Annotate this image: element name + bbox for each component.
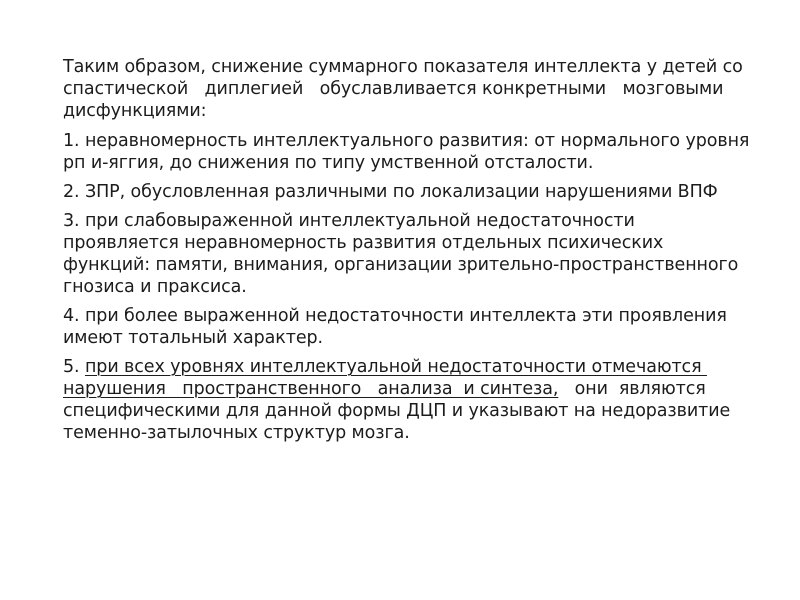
list-item-1 [63,130,753,174]
list-item-5 [63,356,753,444]
list-item-3 [63,210,753,298]
list-item-number: 2. [63,182,80,202]
list-item-2 [63,181,753,203]
list-item-number: 1. [63,131,80,151]
list-item-number: 4. [63,306,80,326]
slide-text-body [63,56,753,451]
list-item-text: при слабовыраженной интеллектуальной недостаточности проявляется неравномерность развития отдельных психических функций: памяти, внимания, организации зрительно-пространственного гнозиса и праксиса. [63,211,744,297]
list-item-number: 5. [63,357,80,377]
list-item-text: они являются специфическими для данной формы ДЦП и указывают на недоразвитие теменно-затылочных структур мозга. [63,379,736,443]
list-item-number: 3. [63,211,80,231]
list-item-4 [63,305,753,349]
list-item-text: неравномерность интеллектуального развития: от нормального уровня рп и-яггия, до снижения по типу умственной отсталости. [63,131,755,173]
list-item-text: ЗПР, обусловленная различными по локализации нарушениями ВПФ [84,182,718,202]
list-item-text: при более выраженной недостаточности интеллекта эти проявления имеют тотальный характер. [63,306,733,348]
list-item-underlined-text: при всех уровнях интеллектуальной недостаточности отмечаются нарушения пространственного анализа и синтеза, [63,357,707,399]
intro-paragraph: Таким образом, снижение суммарного показателя интеллекта у детей со спастической диплегией обуславливается конкретными мозговыми дисфункциями: [63,57,749,121]
